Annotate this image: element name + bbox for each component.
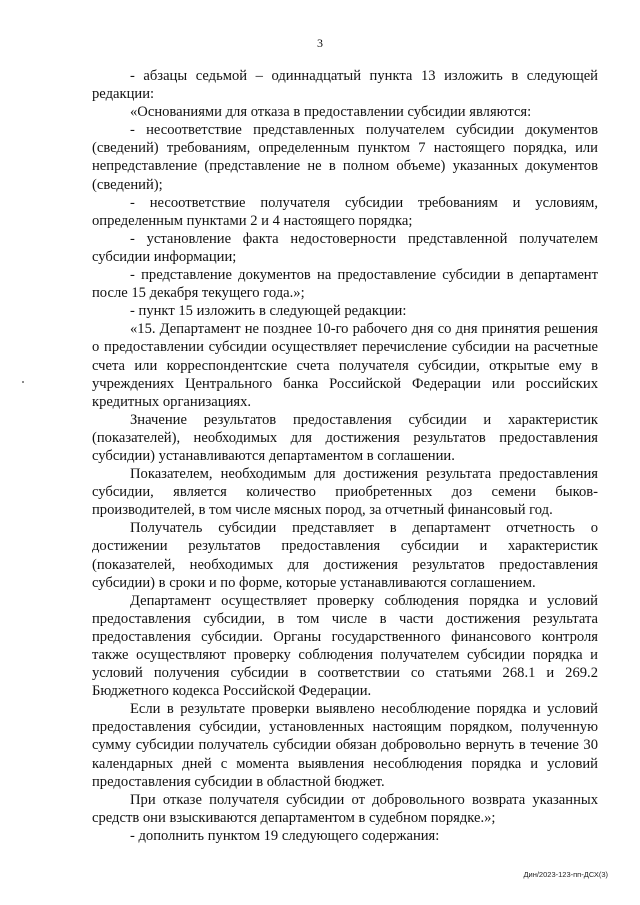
paragraph-result-indicator: Показателем, необходимым для достижения результата предоставления субсидии, является количество приобретенных доз семени быков-производителей, в том числе мясных пород, за отчетный финансовый год. [92,466,598,519]
paragraph-reporting: Получатель субсидии представляет в департамент отчетность о достижении результатов предоставления субсидии и характеристик (показателей, необходимых для достижения результатов предоставления субсидии) в сроки и по форме, которые устанавливаются соглашением. [92,520,598,591]
paragraph-item-15-transfer: «15. Департамент не позднее 10-го рабочего дня со дня принятия решения о предоставлении субсидии осуществляет перечисление субсидии на расчетные счета или корреспондентские счета получателя субсидии, открытые ему в учреждениях Центрального банка Российской Федерации или российских кредитных организациях. [92,321,598,410]
paragraph-compliance-check: Департамент осуществляет проверку соблюдения порядка и условий предоставления субсидии, в том числе в части достижения результата предоставления субсидии. Органы государственного финансового контроля также осуществляют проверку соблюдения получателем субсидии порядка и условий получения субсидии в соответствии со статьями 268.1 и 269.2 Бюджетного кодекса Российской Федерации. [92,592,598,700]
paragraph-add-item-19: - дополнить пунктом 19 следующего содержания: [130,827,440,844]
paragraph-court-recovery: При отказе получателя субсидии от добровольного возврата указанных средств они взыскиваются департаментом в судебном порядке.»; [92,791,598,826]
paragraph-refusal-documents: - несоответствие представленных получателем субсидии документов (сведений) требованиям, определенным пунктом 7 настоящего порядка, или непредставление (представление не в полном объеме) указанных документов (сведений); [92,122,598,193]
paragraph-refund: Если в результате проверки выявлено несоблюдение порядка и условий предоставления субсидии, установленных настоящим порядком, полученную сумму субсидии получатель субсидии обязан добровольно вернуть в течение 30 календарных дней с момента выявления несоблюдения порядка и условий предоставления субсидии в областной бюджет. [92,701,598,790]
document-code: Дин/2023-123-пп-ДСХ(3) [523,870,608,879]
paragraph-refusal-false-info: - установление факта недостоверности представленной получателем субсидии информации; [92,230,598,265]
paragraph-results-values: Значение результатов предоставления субсидии и характеристик (показателей), необходимых для достижения результатов предоставления субсидии) устанавливаются департаментом в соглашении. [92,411,598,464]
paragraph-amend-item-15: - пункт 15 изложить в следующей редакции: [130,303,407,320]
document-body [92,67,598,845]
paragraph-refusal-requirements: - несоответствие получателя субсидии требованиям и условиям, определенным пунктами 2 и 4 настоящего порядка; [92,194,598,229]
paragraph-refusal-grounds: «Основаниями для отказа в предоставлении субсидии являются: [130,104,532,121]
paragraph-refusal-late-submission: - представление документов на предоставление субсидии в департамент после 15 декабря текущего года.»; [92,267,598,302]
scan-speck [22,381,24,383]
paragraph-amend-item-13: - абзацы седьмой – одиннадцатый пункта 13 изложить в следующей редакции: [92,68,598,103]
page-number: 3 [317,36,323,50]
